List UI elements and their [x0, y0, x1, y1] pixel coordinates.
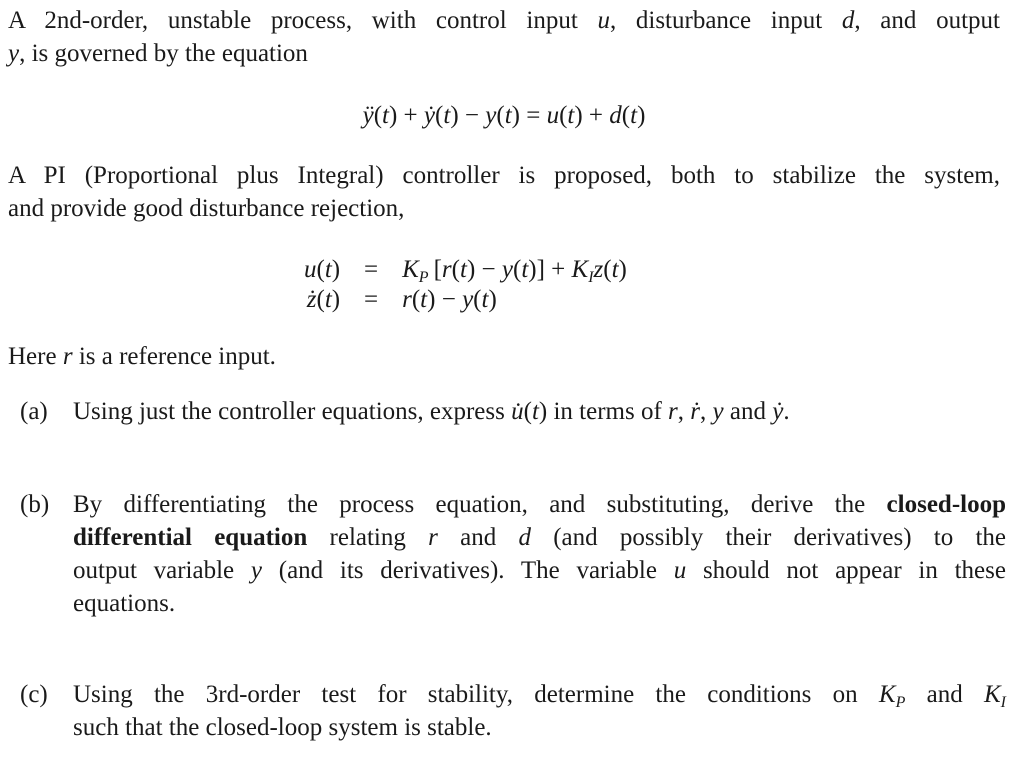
pi-paragraph	[8, 159, 1000, 225]
part-b	[20, 488, 1006, 620]
controller-row-1-rhs: $K_P$ $[r(t) - y(t)] + K_Iz(t)$	[402, 256, 627, 286]
process-equation: ÿ(t) + ẏ(t) − y(t) = u(t) + d(t)	[362, 102, 646, 129]
part-b-label: (b)	[20, 491, 50, 518]
controller-row-2-rel: =	[364, 286, 379, 313]
part-c-text: Using the 3rd-order test for stability, determine the conditions on $K_P$ and $K_I$ such that the closed-loop system is stable.	[73, 681, 1006, 741]
intro-line-2: y, is governed by the equation	[8, 40, 308, 67]
controller-row-2	[304, 285, 627, 315]
part-c	[20, 678, 1006, 744]
controller-row-1-rel: =	[364, 256, 379, 283]
controller-row-2-lhs: ż(t)	[306, 286, 341, 313]
part-c-label: (c)	[20, 681, 48, 708]
pi-line-2: and provide good disturbance rejection,	[8, 195, 405, 222]
controller-row-2-rhs: r(t) − y(t)	[402, 286, 497, 313]
part-a	[20, 395, 1006, 428]
controller-equations	[304, 255, 627, 315]
controller-row-1	[304, 255, 627, 285]
pi-line-1: A PI (Proportional plus Integral) controller is proposed, both to stabilize the system,	[8, 162, 1000, 189]
part-a-label: (a)	[20, 398, 48, 425]
controller-row-1-lhs: u(t)	[304, 256, 341, 283]
part-a-text: Using just the controller equations, express u̇(t) in terms of r, ṙ, y and ẏ.	[73, 398, 790, 425]
part-b-text: By differentiating the process equation, and substituting, derive the closed-loop differential equation relating r and d (and possibly their derivatives) to the output variable y (and its derivatives). The variable u should not appear in these equations.	[73, 491, 1006, 617]
intro-paragraph	[8, 4, 1000, 70]
reference-note: Here r is a reference input.	[8, 343, 276, 370]
intro-line-1: A 2nd-order, unstable process, with control input u, disturbance input d, and output	[8, 7, 1000, 34]
